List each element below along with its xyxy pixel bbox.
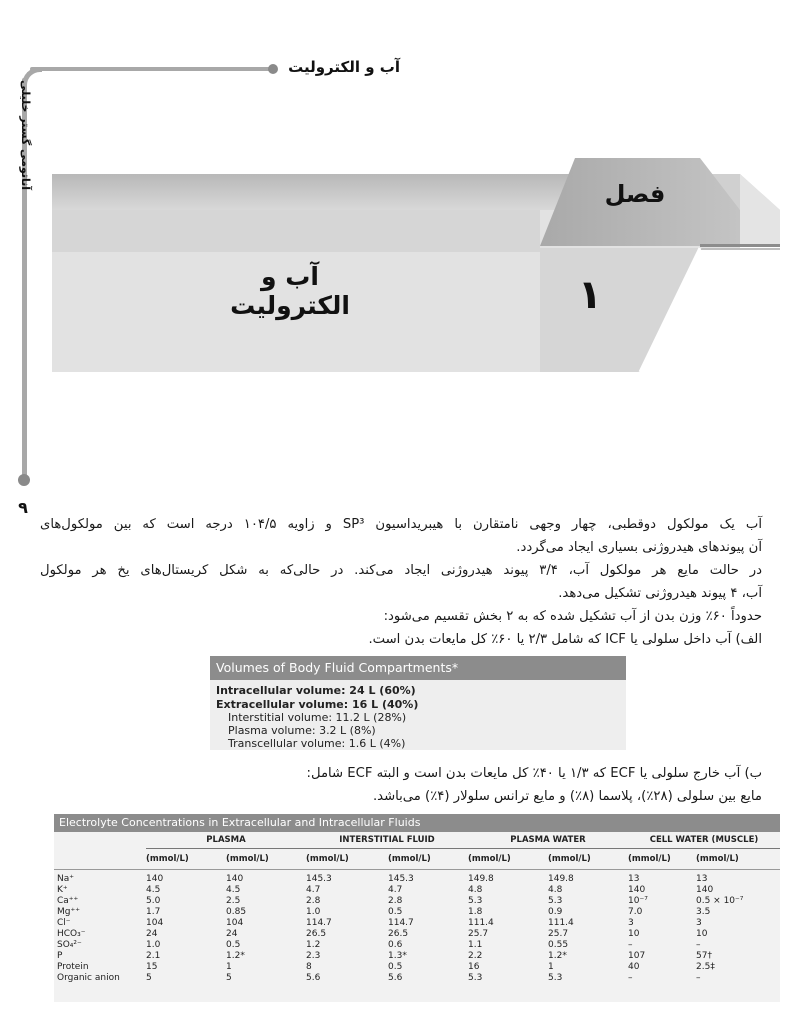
running-title: آب و الکترولیت [288,58,400,76]
table-cell: 5.3 [468,896,483,906]
table-cell: 4.7 [306,885,321,895]
table-row [54,929,780,940]
paragraph-2-line-1: در حالت مایع هر مولکول آب، ۳/۴ پیوند هیدروژنی ایجاد می‌کند. در حالی‌که به شکل کریستال‌های یخ هر مولکول [40,563,762,578]
table-cell: 1.0 [146,940,161,950]
table-cell: 5 [146,973,152,983]
table-cell: 3 [696,918,702,928]
paragraph-1-line-2: آن پیوندهای هیدروژنی بسیاری ایجاد می‌گردد. [516,540,762,555]
paragraph-4: الف) آب داخل سلولی یا ICF که شامل ۲/۳ یا ۶۰٪ کل مایعات بدن است. [368,632,762,647]
table-cell: 145.3 [388,874,414,884]
table-cell: 0.5 [226,940,241,950]
paragraph-1-line-1: آب یک مولکول دوقطبی، چهار وجهی نامتقارن با هیبریداسیون SP³ و زاویه ۱۰۴/۵ درجه است که بین مولکول‌های [40,517,762,532]
table-cell: 10 [628,929,640,939]
table-cell: 0.5 [388,962,403,972]
paragraph-6: مایع بین سلولی (۲۸٪)، پلاسما (۸٪) و مایع ترانس سلولار (۴٪) می‌باشد. [372,789,762,804]
table-cell: 2.3 [306,951,321,961]
table-cell: 10 [696,929,708,939]
table-cell: 5.3 [548,973,563,983]
table-cell: 5.6 [306,973,321,983]
table-cell: 104 [146,918,164,928]
unit-header: (mmol/L) [628,849,696,870]
row-label: Cl⁻ [57,918,71,928]
row-label: Organic anion [57,973,120,983]
table-cell: 4.5 [226,885,241,895]
table-cell: 3.5 [696,907,711,917]
row-label: Mg⁺⁺ [57,907,80,917]
table-cell: 1.8 [468,907,483,917]
table-cell: 5 [226,973,232,983]
table-cell: 0.85 [226,907,247,917]
unit-header: (mmol/L) [468,849,548,870]
table-cell: 24 [226,929,238,939]
table-row [54,973,780,984]
table-cell: 1 [548,962,554,972]
table-corner [54,832,146,849]
table-cell: 1 [226,962,232,972]
table-corner [54,849,146,870]
electrolyte-table [54,832,780,984]
table-cell: 149.8 [548,874,574,884]
table-cell: 13 [696,874,708,884]
table-cell: 2.8 [388,896,403,906]
intracellular-volume: Intracellular volume: 24 L (60%) [216,684,416,697]
table-cell: 104 [226,918,244,928]
table-cell: 140 [146,874,164,884]
table-cell: 13 [628,874,640,884]
table-cell: 140 [628,885,646,895]
table-cell: 3 [628,918,634,928]
unit-header: (mmol/L) [696,849,780,870]
paragraph-3: حدوداً ۶۰٪ وزن بدن از آب تشکیل شده که به ۲ بخش تقسیم می‌شود: [383,609,762,624]
table-cell: 2.5 [226,896,241,906]
table-cell: 111.4 [548,918,574,928]
table-row [54,962,780,973]
table-cell: 140 [226,874,244,884]
table-cell: 114.7 [388,918,414,928]
table-cell: 114.7 [306,918,332,928]
table-cell: 2.5‡ [696,962,715,972]
table-cell: 0.5 [388,907,403,917]
table-cell: 25.7 [548,929,569,939]
table-cell: 145.3 [306,874,332,884]
table-cell: 15 [146,962,158,972]
table-cell: 0.9 [548,907,563,917]
row-label: SO₄²⁻ [57,940,82,950]
table-cell: 0.6 [388,940,403,950]
table-cell: 5.0 [146,896,161,906]
table-cell: 2.1 [146,951,161,961]
unit-header: (mmol/L) [548,849,628,870]
table-cell: 1.0 [306,907,321,917]
table-cell: 26.5 [306,929,327,939]
unit-header: (mmol/L) [226,849,306,870]
row-label: Protein [57,962,89,972]
table-cell: 0.5 × 10⁻⁷ [696,896,744,906]
table-cell: 111.4 [468,918,494,928]
unit-header: (mmol/L) [306,849,388,870]
table-cell: 24 [146,929,158,939]
table-row [54,885,780,896]
table-cell: 1.7 [146,907,161,917]
table-row [54,870,780,886]
table-row [54,907,780,918]
volumes-title: Volumes of Body Fluid Compartments* [210,656,626,680]
table-cell: 4.7 [388,885,403,895]
group-header: CELL WATER (MUSCLE) [628,832,780,849]
margin-text: آناتومی گستر خلیلی [19,79,32,191]
table-cell: 4.8 [468,885,483,895]
table-cell: – [696,973,701,983]
table-cell: 107 [628,951,646,961]
row-label: Ca⁺⁺ [57,896,79,906]
table-cell: 5.6 [388,973,403,983]
row-label: Na⁺ [57,874,74,884]
table-cell: 1.2 [306,940,321,950]
table-cell: 0.55 [548,940,569,950]
table-row [54,951,780,962]
chapter-number: ۱ [577,272,603,318]
table-cell: – [628,940,633,950]
table-row [54,918,780,929]
table-cell: 40 [628,962,640,972]
table-cell: 16 [468,962,480,972]
paragraph-5: ب) آب خارج سلولی یا ECF که ۱/۳ یا ۴۰٪ کل مایعات بدن است و البته ECF شامل: [306,766,762,781]
chapter-title: آب و الکترولیت [230,262,350,320]
table-cell: 2.2 [468,951,483,961]
table-cell: 4.8 [548,885,563,895]
electrolyte-table-title: Electrolyte Concentrations in Extracellular and Intracellular Fluids [54,814,780,832]
row-label: HCO₃⁻ [57,929,86,939]
margin-rule-dot [18,474,30,486]
table-cell: 4.5 [146,885,161,895]
table-cell: – [628,973,633,983]
unit-header: (mmol/L) [146,849,226,870]
plasma-volume: Plasma volume: 3.2 L (8%) [228,724,376,737]
table-cell: 10⁻⁷ [628,896,648,906]
group-header: INTERSTITIAL FLUID [306,832,468,849]
table-cell: 26.5 [388,929,409,939]
table-cell: 57† [696,951,712,961]
table-cell: 2.8 [306,896,321,906]
table-cell: 7.0 [628,907,643,917]
table-cell: 1.2* [548,951,567,961]
table-cell: 1.1 [468,940,483,950]
table-cell: 140 [696,885,714,895]
chapter-label: فصل [604,180,666,208]
group-header: PLASMA [146,832,306,849]
table-row [54,940,780,951]
interstitial-volume: Interstitial volume: 11.2 L (28%) [228,711,407,724]
table-cell: 5.3 [548,896,563,906]
table-cell: 1.3* [388,951,407,961]
transcellular-volume: Transcellular volume: 1.6 L (4%) [228,737,406,750]
paragraph-2-line-2: آب، ۴ پیوند هیدروژنی تشکیل می‌دهد. [558,586,762,601]
table-cell: 8 [306,962,312,972]
row-label: P [57,951,63,961]
extracellular-volume: Extracellular volume: 16 L (40%) [216,698,419,711]
table-cell: 1.2* [226,951,245,961]
page-number: ۹ [18,498,28,517]
group-header: PLASMA WATER [468,832,628,849]
table-cell: 25.7 [468,929,489,939]
table-cell: 149.8 [468,874,494,884]
table-cell: – [696,940,701,950]
table-cell: 5.3 [468,973,483,983]
row-label: K⁺ [57,885,68,895]
table-row [54,896,780,907]
unit-header: (mmol/L) [388,849,468,870]
